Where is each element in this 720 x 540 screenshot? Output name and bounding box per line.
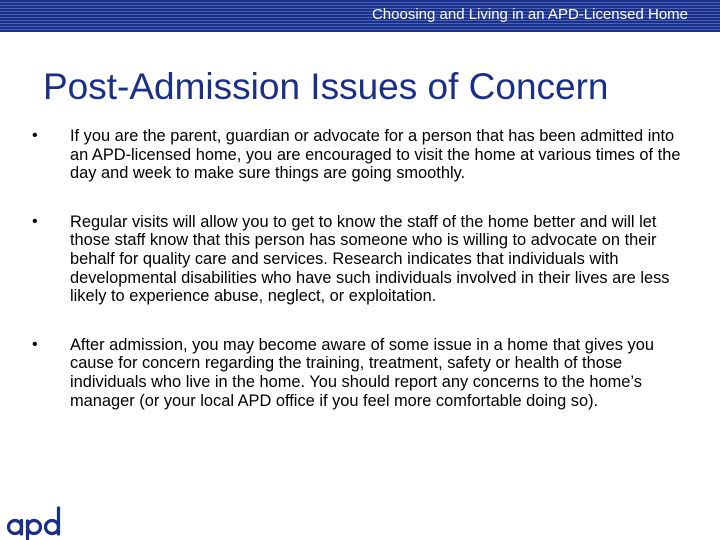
bullet-item <box>32 213 692 306</box>
bullet-list <box>32 127 692 410</box>
bullet-item <box>32 127 692 183</box>
bullet-dot-icon: • <box>32 335 38 353</box>
header-bar <box>0 0 720 32</box>
bullet-item <box>32 336 692 410</box>
header-title: Choosing and Living in an APD-Licensed Home <box>371 6 688 23</box>
bullet-dot-icon: • <box>32 212 38 230</box>
bullet-text: Regular visits will allow you to get to know the staff of the home better and will let those staff know that this person has someone who is willing to advocate on their behalf for quality care and services. Research indicates that individuals with developmental disabilities who have such individuals involved in their lives are less likely to experience abuse, neglect, or exploitation. <box>70 212 670 306</box>
bullet-dot-icon: • <box>32 127 38 144</box>
bullet-text: If you are the parent, guardian or advocate for a person that has been admitted into an APD-licensed home, you are encouraged to visit the home at various times of the day and week to make sure things are going smoothly. <box>70 127 681 183</box>
bullet-text: After admission, you may become aware of some issue in a home that gives you cause for concern regarding the training, treatment, safety or health of those individuals who live in the home. You should report any concerns to the home’s manager (or your local APD office if you feel more comfortable doing so). <box>70 335 654 410</box>
logo-letter-p-bowl <box>28 521 41 534</box>
apd-logo <box>4 500 68 540</box>
apd-logo-mark <box>9 508 59 539</box>
slide-title: Post-Admission Issues of Concern <box>43 66 609 107</box>
logo-letter-a-bowl <box>9 521 22 534</box>
logo-letter-d-bowl <box>46 521 59 534</box>
